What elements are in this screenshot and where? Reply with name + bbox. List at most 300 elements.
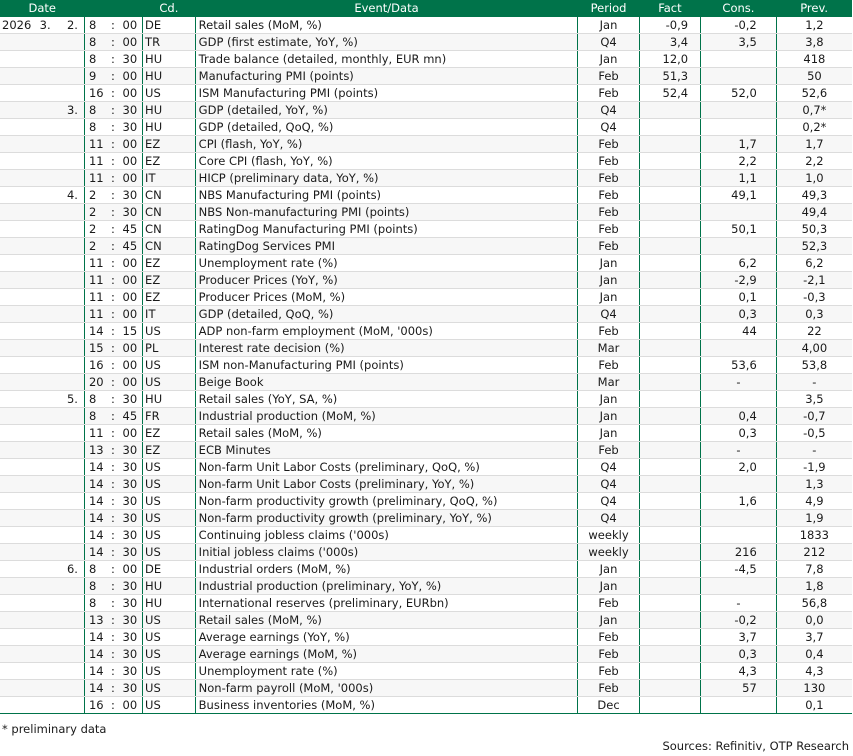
cell-hour: 8: [84, 391, 106, 408]
cell-hour: 14: [84, 476, 106, 493]
table-row: [0, 408, 852, 425]
cell-year: 2026: [2, 18, 32, 32]
cell-consensus: -0,2: [701, 612, 777, 629]
cell-consensus: [701, 204, 777, 221]
cell-hour: 8: [84, 34, 106, 51]
cell-period: Feb: [578, 663, 639, 680]
cell-year: [0, 85, 33, 102]
cell-previous: 0,2*: [776, 119, 852, 136]
cell-minute: 45: [120, 408, 143, 425]
cell-month: [33, 408, 53, 425]
cell-consensus: 52,0: [701, 85, 777, 102]
table-row: [0, 272, 852, 289]
cell-minute: 00: [120, 170, 143, 187]
cell-event: RatingDog Manufacturing PMI (points): [195, 221, 578, 238]
cell-previous: -0,5: [776, 425, 852, 442]
cell-country-code: CN: [143, 238, 196, 255]
cell-year: [0, 646, 33, 663]
cell-month: [33, 697, 53, 714]
cell-year: [0, 357, 33, 374]
cell-fact: -0,9: [639, 17, 700, 34]
cell-consensus: -: [701, 442, 777, 459]
cell-country-code: US: [143, 374, 196, 391]
cell-hour: 13: [84, 442, 106, 459]
cell-minute: 30: [120, 544, 143, 561]
cell-month: [33, 323, 53, 340]
cell-hour: 11: [84, 425, 106, 442]
cell-period: Feb: [578, 187, 639, 204]
cell-month: [33, 357, 53, 374]
cell-month: [33, 561, 53, 578]
header-code: Cd.: [143, 0, 196, 17]
cell-month: [33, 136, 53, 153]
cell-hour: 16: [84, 697, 106, 714]
table-row: [0, 612, 852, 629]
cell-hour: 11: [84, 170, 106, 187]
cell-country-code: US: [143, 323, 196, 340]
cell-day: [53, 425, 85, 442]
cell-country-code: EZ: [143, 289, 196, 306]
cell-fact: [639, 340, 700, 357]
cell-month: [33, 102, 53, 119]
cell-period: Jan: [578, 272, 639, 289]
table-row: [0, 85, 852, 102]
cell-fact: [639, 119, 700, 136]
table-row: [0, 697, 852, 714]
table-row: [0, 493, 852, 510]
cell-country-code: HU: [143, 119, 196, 136]
cell-hour: 14: [84, 680, 106, 697]
cell-time-sep: :: [106, 663, 119, 680]
cell-consensus: 1,6: [701, 493, 777, 510]
cell-year: [0, 136, 33, 153]
cell-time-sep: :: [106, 629, 119, 646]
cell-previous: 56,8: [776, 595, 852, 612]
cell-consensus: -: [701, 374, 777, 391]
cell-fact: [639, 238, 700, 255]
cell-consensus: [701, 476, 777, 493]
cell-period: Mar: [578, 340, 639, 357]
cell-minute: 00: [120, 561, 143, 578]
cell-fact: [639, 476, 700, 493]
cell-month: [33, 289, 53, 306]
cell-previous: 3,5: [776, 391, 852, 408]
cell-period: Feb: [578, 357, 639, 374]
cell-fact: [639, 697, 700, 714]
cell-month: [33, 425, 53, 442]
cell-year: [0, 612, 33, 629]
cell-consensus: 2,2: [701, 153, 777, 170]
cell-event: Retail sales (MoM, %): [195, 17, 578, 34]
cell-previous: 0,3: [776, 306, 852, 323]
cell-consensus: 4,3: [701, 663, 777, 680]
table-row: [0, 663, 852, 680]
header-time: [84, 0, 142, 17]
cell-minute: 00: [120, 289, 143, 306]
cell-minute: 00: [120, 68, 143, 85]
cell-event: Unemployment rate (%): [195, 255, 578, 272]
cell-minute: 30: [120, 663, 143, 680]
table-row: [0, 357, 852, 374]
cell-consensus: -: [701, 595, 777, 612]
cell-year: [0, 68, 33, 85]
cell-month: [33, 578, 53, 595]
cell-minute: 00: [120, 340, 143, 357]
cell-time-sep: :: [106, 442, 119, 459]
cell-previous: 7,8: [776, 561, 852, 578]
cell-minute: 00: [120, 136, 143, 153]
cell-hour: 14: [84, 323, 106, 340]
cell-country-code: TR: [143, 34, 196, 51]
cell-minute: 00: [120, 357, 143, 374]
cell-hour: 14: [84, 510, 106, 527]
cell-minute: 30: [120, 680, 143, 697]
cell-period: Jan: [578, 17, 639, 34]
cell-consensus: 0,1: [701, 289, 777, 306]
cell-previous: 3,8: [776, 34, 852, 51]
cell-hour: 8: [84, 119, 106, 136]
cell-minute: 00: [120, 153, 143, 170]
cell-hour: 8: [84, 578, 106, 595]
cell-year: [0, 153, 33, 170]
cell-country-code: CN: [143, 187, 196, 204]
cell-consensus: 57: [701, 680, 777, 697]
cell-year: [0, 51, 33, 68]
cell-time-sep: :: [106, 272, 119, 289]
cell-country-code: EZ: [143, 255, 196, 272]
cell-year: [0, 170, 33, 187]
cell-minute: 00: [120, 34, 143, 51]
cell-month: [33, 238, 53, 255]
cell-consensus: [701, 68, 777, 85]
cell-period: Q4: [578, 476, 639, 493]
cell-month: [33, 442, 53, 459]
cell-previous: 3,7: [776, 629, 852, 646]
table-row: [0, 170, 852, 187]
cell-consensus: -2,9: [701, 272, 777, 289]
cell-event: GDP (detailed, YoY, %): [195, 102, 578, 119]
cell-country-code: HU: [143, 51, 196, 68]
cell-country-code: US: [143, 493, 196, 510]
table-row: [0, 187, 852, 204]
cell-period: Feb: [578, 204, 639, 221]
cell-period: Mar: [578, 374, 639, 391]
cell-period: Jan: [578, 51, 639, 68]
cell-period: Q4: [578, 34, 639, 51]
cell-event: Retail sales (YoY, SA, %): [195, 391, 578, 408]
cell-fact: [639, 289, 700, 306]
cell-previous: 49,4: [776, 204, 852, 221]
cell-day: [53, 306, 85, 323]
cell-time-sep: :: [106, 357, 119, 374]
cell-hour: 13: [84, 612, 106, 629]
cell-time-sep: :: [106, 561, 119, 578]
cell-country-code: IT: [143, 306, 196, 323]
cell-period: Feb: [578, 136, 639, 153]
table-row: [0, 629, 852, 646]
cell-event: Non-farm Unit Labor Costs (preliminary, QoQ, %): [195, 459, 578, 476]
cell-time-sep: :: [106, 221, 119, 238]
cell-fact: [639, 391, 700, 408]
cell-day: [53, 51, 85, 68]
cell-month: [33, 493, 53, 510]
cell-hour: 9: [84, 68, 106, 85]
cell-minute: 30: [120, 51, 143, 68]
cell-fact: [639, 204, 700, 221]
cell-time-sep: :: [106, 612, 119, 629]
cell-time-sep: :: [106, 136, 119, 153]
cell-time-sep: :: [106, 578, 119, 595]
cell-hour: 14: [84, 459, 106, 476]
cell-hour: 8: [84, 408, 106, 425]
table-row: [0, 51, 852, 68]
cell-event: Producer Prices (MoM, %): [195, 289, 578, 306]
cell-event: ECB Minutes: [195, 442, 578, 459]
cell-country-code: US: [143, 612, 196, 629]
cell-fact: 3,4: [639, 34, 700, 51]
table-row: [0, 510, 852, 527]
cell-minute: 30: [120, 646, 143, 663]
cell-year: [0, 459, 33, 476]
cell-country-code: HU: [143, 391, 196, 408]
table-row: [0, 680, 852, 697]
cell-month: [33, 204, 53, 221]
cell-event: Beige Book: [195, 374, 578, 391]
cell-period: Feb: [578, 238, 639, 255]
cell-period: Feb: [578, 221, 639, 238]
cell-day: [53, 408, 85, 425]
cell-event: ISM Manufacturing PMI (points): [195, 85, 578, 102]
cell-country-code: US: [143, 527, 196, 544]
cell-previous: 52,6: [776, 85, 852, 102]
cell-day: [53, 34, 85, 51]
cell-period: Feb: [578, 646, 639, 663]
cell-year: [0, 697, 33, 714]
cell-previous: 49,3: [776, 187, 852, 204]
table-row: [0, 646, 852, 663]
cell-hour: 11: [84, 306, 106, 323]
cell-fact: [639, 510, 700, 527]
cell-year: [0, 408, 33, 425]
cell-period: Q4: [578, 493, 639, 510]
cell-previous: 212: [776, 544, 852, 561]
cell-hour: 2: [84, 238, 106, 255]
cell-day: [53, 663, 85, 680]
cell-fact: [639, 374, 700, 391]
cell-fact: [639, 306, 700, 323]
cell-day: [53, 544, 85, 561]
cell-event: Non-farm productivity growth (preliminary, YoY, %): [195, 510, 578, 527]
cell-year: [0, 323, 33, 340]
cell-minute: 30: [120, 578, 143, 595]
cell-minute: 30: [120, 510, 143, 527]
cell-event: NBS Manufacturing PMI (points): [195, 187, 578, 204]
table-row: [0, 238, 852, 255]
cell-hour: 11: [84, 272, 106, 289]
cell-month: [33, 153, 53, 170]
cell-hour: 8: [84, 17, 106, 34]
cell-day: [53, 238, 85, 255]
cell-previous: 0,7*: [776, 102, 852, 119]
cell-month: [33, 680, 53, 697]
cell-previous: 1,9: [776, 510, 852, 527]
cell-country-code: EZ: [143, 442, 196, 459]
cell-minute: 30: [120, 204, 143, 221]
cell-year: [0, 680, 33, 697]
cell-year: [0, 340, 33, 357]
cell-minute: 30: [120, 119, 143, 136]
cell-previous: 4,00: [776, 340, 852, 357]
cell-year: [0, 34, 33, 51]
cell-hour: 15: [84, 340, 106, 357]
cell-day: 6.: [53, 561, 85, 578]
cell-period: weekly: [578, 544, 639, 561]
table-row: [0, 306, 852, 323]
cell-country-code: DE: [143, 561, 196, 578]
cell-hour: 8: [84, 595, 106, 612]
cell-consensus: [701, 578, 777, 595]
cell-period: Feb: [578, 85, 639, 102]
cell-previous: 50,3: [776, 221, 852, 238]
cell-time-sep: :: [106, 51, 119, 68]
cell-hour: 2: [84, 221, 106, 238]
cell-month: [33, 544, 53, 561]
table-row: [0, 17, 852, 34]
cell-previous: 1,0: [776, 170, 852, 187]
cell-period: Feb: [578, 629, 639, 646]
cell-year: [0, 510, 33, 527]
sources-note: Sources: Refinitiv, OTP Research: [662, 739, 849, 753]
cell-country-code: DE: [143, 17, 196, 34]
cell-minute: 30: [120, 391, 143, 408]
cell-fact: [639, 612, 700, 629]
cell-previous: 1,8: [776, 578, 852, 595]
cell-country-code: HU: [143, 595, 196, 612]
cell-minute: 30: [120, 612, 143, 629]
cell-consensus: 49,1: [701, 187, 777, 204]
cell-previous: 50: [776, 68, 852, 85]
cell-previous: 4,9: [776, 493, 852, 510]
cell-consensus: [701, 391, 777, 408]
cell-event: Producer Prices (YoY, %): [195, 272, 578, 289]
cell-period: Feb: [578, 170, 639, 187]
cell-day: [53, 289, 85, 306]
cell-country-code: CN: [143, 221, 196, 238]
cell-minute: 00: [120, 272, 143, 289]
cell-period: Q4: [578, 510, 639, 527]
header-cons: Cons.: [701, 0, 777, 17]
cell-fact: [639, 595, 700, 612]
cell-period: Jan: [578, 408, 639, 425]
table-row: [0, 561, 852, 578]
table-body: [0, 17, 852, 714]
cell-month: [33, 595, 53, 612]
cell-day: [53, 85, 85, 102]
cell-month: [33, 85, 53, 102]
cell-previous: 130: [776, 680, 852, 697]
cell-minute: 00: [120, 17, 143, 34]
cell-fact: [639, 255, 700, 272]
cell-country-code: US: [143, 680, 196, 697]
header-date: Date: [0, 0, 84, 17]
cell-year: [0, 119, 33, 136]
cell-time-sep: :: [106, 34, 119, 51]
cell-previous: 22: [776, 323, 852, 340]
cell-month: [33, 340, 53, 357]
cell-hour: 2: [84, 187, 106, 204]
cell-consensus: 1,7: [701, 136, 777, 153]
cell-event: Unemployment rate (%): [195, 663, 578, 680]
cell-country-code: PL: [143, 340, 196, 357]
cell-time-sep: :: [106, 323, 119, 340]
cell-consensus: 44: [701, 323, 777, 340]
table-row: [0, 323, 852, 340]
cell-time-sep: :: [106, 17, 119, 34]
cell-previous: 2,2: [776, 153, 852, 170]
cell-consensus: [701, 51, 777, 68]
cell-consensus: 3,7: [701, 629, 777, 646]
cell-day: [53, 204, 85, 221]
cell-minute: 00: [120, 255, 143, 272]
cell-country-code: HU: [143, 578, 196, 595]
cell-month: [33, 34, 53, 51]
cell-event: HICP (preliminary data, YoY, %): [195, 170, 578, 187]
cell-event: Non-farm payroll (MoM, '000s): [195, 680, 578, 697]
cell-country-code: EZ: [143, 136, 196, 153]
cell-year: [0, 391, 33, 408]
cell-day: 4.: [53, 187, 85, 204]
cell-country-code: US: [143, 646, 196, 663]
cell-time-sep: :: [106, 255, 119, 272]
cell-period: Feb: [578, 68, 639, 85]
cell-day: [53, 646, 85, 663]
cell-year: [0, 493, 33, 510]
cell-time-sep: :: [106, 204, 119, 221]
cell-time-sep: :: [106, 153, 119, 170]
cell-day: [53, 68, 85, 85]
cell-time-sep: :: [106, 85, 119, 102]
cell-time-sep: :: [106, 544, 119, 561]
cell-minute: 15: [120, 323, 143, 340]
cell-previous: 1,3: [776, 476, 852, 493]
cell-consensus: 50,1: [701, 221, 777, 238]
cell-country-code: US: [143, 85, 196, 102]
cell-previous: 0,4: [776, 646, 852, 663]
table-row: [0, 34, 852, 51]
cell-previous: -0,3: [776, 289, 852, 306]
cell-period: Q4: [578, 102, 639, 119]
cell-hour: 16: [84, 85, 106, 102]
cell-day: [53, 340, 85, 357]
cell-day: [53, 629, 85, 646]
cell-hour: 14: [84, 629, 106, 646]
cell-fact: [639, 680, 700, 697]
cell-consensus: 6,2: [701, 255, 777, 272]
cell-previous: 6,2: [776, 255, 852, 272]
cell-consensus: [701, 119, 777, 136]
cell-year: [0, 527, 33, 544]
cell-country-code: CN: [143, 204, 196, 221]
cell-period: Jan: [578, 561, 639, 578]
cell-fact: [639, 153, 700, 170]
cell-country-code: US: [143, 629, 196, 646]
cell-time-sep: :: [106, 119, 119, 136]
cell-previous: -2,1: [776, 272, 852, 289]
cell-consensus: -4,5: [701, 561, 777, 578]
cell-minute: 30: [120, 629, 143, 646]
cell-month: [33, 255, 53, 272]
cell-minute: 30: [120, 595, 143, 612]
